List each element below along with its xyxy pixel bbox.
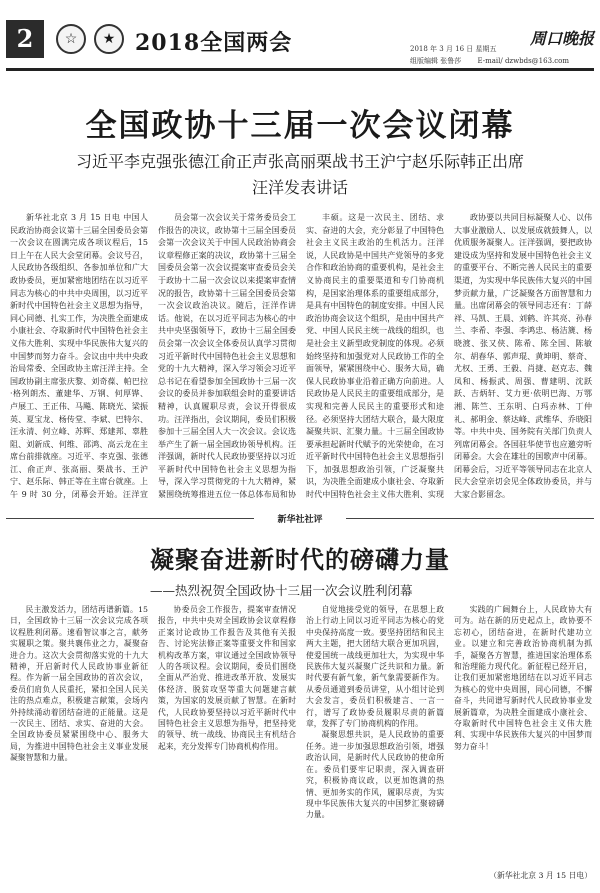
article2-column-2	[158, 604, 296, 882]
paragraph: 民主激发活力，团结再谱新篇。15 日，全国政协十三届一次会议完成各项议程胜利闭幕。速看智议事之言，献务实履职之策。聚共襄伟业之力，凝聚奋进合力。这次大会贯彻落实党的十九大精神，开启新时代人民政协事业新征程。作为新一届全国政协的首次会议，委员们肩负人民重托，紧扣全国人民关注的热点难点，积极建言献策，会场内外持续涌动着团结奋进的正能量。这是一次民主、团结、求实、奋进的大会。全国政协委员紧紧围绕中心、服务大局，为推进中国特色社会主义事业发展凝聚智慧和力量。	[10, 605, 148, 763]
date-line	[410, 44, 497, 54]
editor-line	[410, 56, 569, 66]
header-rule	[6, 68, 594, 71]
cppcc-emblem-icon: ★	[94, 24, 124, 54]
editor-text: 组版编辑 张鲁莎	[410, 57, 462, 65]
article1-subhead-2: 汪洋发表讲话	[251, 178, 348, 197]
article1-subhead-1: 习近平李克强张德江俞正声张高丽栗战书王沪宁赵乐际韩正出席	[75, 152, 524, 171]
divider-right	[346, 518, 594, 519]
article1-column-2	[158, 212, 296, 502]
date-text: 2018 年 3 月 16 日 星期五	[410, 45, 497, 53]
paragraph: 政协要以共同目标凝聚人心、以伟大事业激励人、以发展成就鼓舞人，以优质服务凝聚人。汪洋强调，要把政协建设成为坚持和发展中国特色社会主义的重要平台、不断完善人民民主的重要渠道，为实现中华民族伟大复兴的中国梦贡献力量，广泛凝聚各方面智慧和力量。出席闭幕会的领导同志还有：丁薛祥、马凯、王晨、刘鹤、许其亮、孙春兰、李希、李强、李鸿忠、杨洁篪、杨晓渡、张又侠、陈希、陈全国、陈敏尔、胡春华、郭声琨、黄坤明、蔡奇、尤权、王勇、王毅、肖捷、赵克志、魏凤和、杨振武、周强、曹建明、沈跃跃、吉炳轩、艾力更·依明巴海、万鄂湘、陈竺、王东明、白玛赤林、丁仲礼、郝明金、蔡达峰、武维华、乔晓阳等。中共中央、国务院有关部门负责人列席闭幕会。各国驻华使节也应邀旁听闭幕会。大会在雄壮的国歌声中闭幕。闭幕会后，习近平等领导同志在北京人民大会堂亲切会见全体政协委员，并与大家合影留念。	[454, 213, 592, 500]
article2-column-3	[306, 604, 444, 882]
paper-name-logo: 周口晚报	[530, 29, 595, 48]
divider-left	[6, 518, 254, 519]
divider-label: 新华社社评	[277, 515, 323, 525]
paragraph: 新华社北京 3 月 15 日电 中国人民政治协商会议第十三届全国委员会第一次会议在圆满完成各项议程后，15 日上午在人民大会堂闭幕。会议号召，人民政协各级组织、各参加单位和广大政协委员，更加紧密地团结在以习近平同志为核心的中共中央周围，以习近平新时代中国特色社会主义思想为指导，同心同德、扎实工作，为决胜全面建成小康社会、夺取新时代中国特色社会主义伟大胜利、实现中华民族伟大复兴的中国梦而努力奋斗。会议由中共中央政治局常委、全国政协主席汪洋主持。全国政协副主席张庆黎、刘奇葆、帕巴拉·格列朗杰、董建华、万钢、何厚铧、卢展工、王正伟、马飚、陈晓光、梁振英、夏宝龙、杨传堂、李斌、巴特尔、汪永清、何立峰、苏辉、郑建邦、辜胜阻、刘新成、何维、邵鸿、高云龙在主席台前排就座。习近平、李克强、张德江、俞正声、张高丽、栗战书、王沪宁、赵乐际、韩正等在主席台就座。上午 9 时 30 分，闭幕会开始。汪洋宣	[10, 213, 148, 500]
article2-column-1	[10, 604, 148, 882]
page-number: 2	[6, 20, 44, 58]
national-emblem-icon: ☆	[56, 24, 86, 54]
paragraph: 凝聚思想共识，是人民政协的重要任务。进一步加强思想政治引领，增强政治认同，是新时代人民政协的使命所在。委员们要牢记职责，深入调查研究，积极协商议政，以更加饱满的热情、更加务实的作风，履职尽责，为实现中华民族伟大复兴的中国梦汇聚磅礴力量。	[306, 730, 444, 820]
article2-signoff: （新华社北京 3 月 15 日电）	[489, 871, 592, 880]
article1-column-4	[454, 212, 592, 502]
article1-headline: 全国政协十三届一次会议闭幕	[85, 108, 515, 144]
paragraph: 员会第一次会议关于常务委员会工作报告的决议，政协第十三届全国委员会第一次会议关于中国人民政治协商会议章程修正案的决议，政协第十三届全国委员会第一次会议提案审查委员会关于政协十二届一次会议以来提案审查情况的报告，政协第十三届全国委员会第一次会议政治决议。随后，汪洋作讲话。他说，在以习近平同志为核心的中共中央坚强领导下，政协十三届全国委员会第一次会议全体委员认真学习贯彻习近平新时代中国特色社会主义思想和党的十九大精神，深入学习领会习近平总书记在看望参加全国政协十三届一次会议的委员并参加联组会时的重要讲话精神，认真履职尽责，会议开得很成功。汪洋指出，会议期间，委员们积极参加十三届全国人大一次会议。会议选举产生了新一届全国政协领导机构。汪洋强调，新时代人民政协要坚持以习近平新时代中国特色社会主义思想为指导，深入学习贯彻党的十九大精神，紧紧围绕统筹推进五位一体总体布局和协	[158, 213, 296, 500]
article1-column-3	[306, 212, 444, 502]
article2-column-4	[454, 604, 592, 866]
paragraph: 协委员会工作报告，提案审查情况报告，中共中央对全国政协会议章程修正案讨论政协工作报告及其他有关报告、讨论宪法修正案等重要文件和国家机构改革方案，审议通过全国政协领导人的各项议程。会议期间，委员们围绕全面从严治党、推进改革开放、发展实体经济、脱贫攻坚等重大问题建言献策，为国家的发展贡献了智慧。在新时代，人民政协要坚持以习近平新时代中国特色社会主义思想为指导，把坚持党的领导、统一战线、协商民主有机结合起来，充分发挥专门协商机构作用。	[158, 605, 296, 751]
article1-column-1	[10, 212, 148, 502]
article2-subhead: ——热烈祝贺全国政协十三届一次会议胜利闭幕	[150, 583, 413, 598]
paragraph: 丰硕。这是一次民主、团结、求实、奋进的大会，充分彰显了中国特色社会主义民主政治的生机活力。汪洋说，人民政协是中国共产党领导的多党合作和政治协商的重要机构，是社会主义协商民主的重要渠道和专门协商机构，是国家治理体系的重要组成部分，是具有中国特色的制度安排。中国人民政治协商会议这个组织，是由中国共产党、中国人民民主统一战线的组织，也是社会主义新型政党制度的体现。必须始终坚持和加强党对人民政协工作的全面领导，紧紧围绕中心、服务大局，确保人民政协事业沿着正确方向前进。人民政协是人民民主的重要组成部分，是实现和完善人民民主的重要形式和途径。必须坚持大团结大联合，最大限度凝聚共识、汇聚力量。十三届全国政协要承担起新时代赋予的光荣使命，在习近平新时代中国特色社会主义思想指引下，加强思想政治引领，广泛凝聚共识，为决胜全面建成小康社会、夺取新时代中国特色社会主义伟大胜利、实现	[306, 213, 444, 500]
email-text: E-mail/ dzwbds@163.com	[477, 57, 570, 65]
paragraph: 实践的广阔舞台上，人民政协大有可为。站在新的历史起点上，政协要不忘初心，团结奋进，在新时代建功立业。以建立和完善政治协商机制为抓手，凝聚各方智慧，推进国家治理体系和治理能力现代化。新征程已经开启，让我们更加紧密地团结在以习近平同志为核心的党中央周围，同心同德，不懈奋斗，共同谱写新时代人民政协事业发展新篇章，为决胜全面建成小康社会、夺取新时代中国特色社会主义伟大胜利、实现中华民族伟大复兴的中国梦而努力奋斗！	[454, 605, 592, 751]
article2-headline: 凝聚奋进新时代的磅礴力量	[150, 545, 450, 574]
paragraph: 自觉地接受党的领导，在思想上政治上行动上同以习近平同志为核心的党中央保持高度一致。要坚持团结和民主两大主题，把大团结大联合更加巩固，使爱国统一战线更加壮大，为实现中华民族伟大复兴凝聚广泛共识和力量。新时代要有新气象，新气象需要新作为。从委员通道到委员讲堂，从小组讨论到大会发言，委员们积极建言、一言一行，谱写了政协委员履职尽责的新篇章，发挥了专门协商机构的作用。	[306, 605, 444, 729]
section-title: 2018全国两会	[135, 30, 293, 56]
